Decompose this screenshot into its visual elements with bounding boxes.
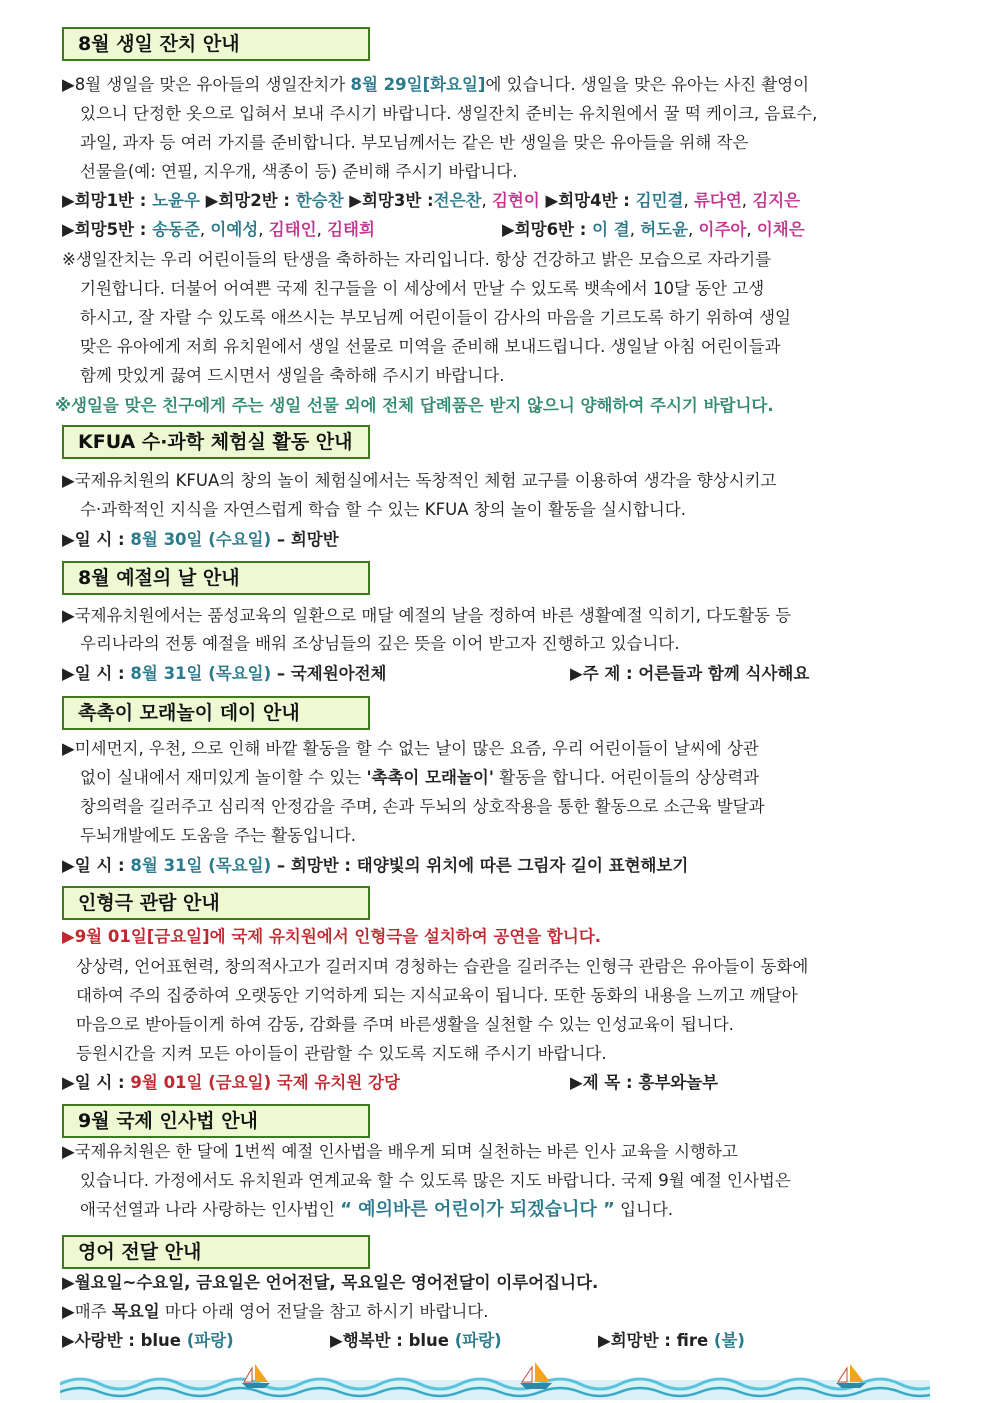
english-class-sarang: ▶사랑반 : blue (파랑) bbox=[62, 1331, 234, 1350]
child-name: 김현이 bbox=[491, 191, 540, 210]
puppet-line5: 등원시간을 지켜 모든 아이들이 관람할 수 있도록 지도해 주시기 바랍니다. bbox=[76, 1044, 607, 1063]
child-name: 노윤우 bbox=[152, 191, 200, 210]
child-name: 김태인 bbox=[268, 220, 317, 239]
sand-line2: 없이 실내에서 재미있게 놀이할 수 있는 '촉촉이 모래놀이' 활동을 합니다. 어린이들의 상상력과 bbox=[80, 768, 760, 787]
birthday-paragraph-line1: ▶8월 생일을 맞은 유아들의 생일잔치가 8월 29일[화요일]에 있습니다. 생일을 맞은 유아는 사진 촬영이 bbox=[62, 75, 810, 94]
section-title-greeting: 9월 국제 인사법 안내 bbox=[62, 1104, 370, 1138]
etiquette-line1: ▶국제유치원에서는 품성교육의 일환으로 매달 예절의 날을 정하여 바른 생활예절 익히기, 다도활동 등 bbox=[62, 606, 792, 625]
english-line1: ▶월요일~수요일, 금요일은 언어전달, 목요일은 영어전달이 이루어집니다. bbox=[62, 1273, 599, 1292]
sand-line1: ▶미세먼지, 우천, 으로 인해 바깥 활동을 할 수 없는 날이 많은 요즘, 우리 어린이들이 날씨에 상관 bbox=[62, 739, 759, 758]
greeting-line2: 있습니다. 가정에서도 유치원과 연계교육 할 수 있도록 많은 지도 바랍니다. 국제 9월 예절 인사법은 bbox=[80, 1171, 791, 1190]
child-name: 송동준 bbox=[152, 220, 200, 239]
sand-date: ▶일 시 : 8월 31일 (목요일) – 희망반 : 태양빛의 위치에 따른 그림자 길이 표현해보기 bbox=[62, 856, 689, 875]
puppet-line2: 상상력, 언어표현력, 창의적사고가 길러지며 경청하는 습관을 길러주는 인형극 관람은 유아들이 동화에 bbox=[76, 957, 809, 976]
birthday-note-line2: 기원합니다. 더불어 어여쁜 국제 친구들을 이 세상에서 만날 수 있도록 뱃속에서 10달 동안 고생 bbox=[80, 279, 765, 298]
kfua-date: ▶일 시 : 8월 30일 (수요일) – 희망반 bbox=[62, 530, 339, 549]
english-class-haengbok: ▶행복반 : blue (파랑) bbox=[330, 1331, 502, 1350]
child-name: 전은찬 bbox=[433, 191, 482, 210]
puppet-line4: 마음으로 받아들이게 하여 감동, 감화를 주며 바른생활을 실천할 수 있는 인성교육이 됩니다. bbox=[76, 1015, 734, 1034]
wave-decoration bbox=[60, 1358, 930, 1400]
birthday-class-row2: ▶희망5반 : 송동준, 이예성, 김태인, 김태희 bbox=[62, 220, 375, 239]
sailboat-icon bbox=[836, 1364, 866, 1388]
child-name: 김태희 bbox=[327, 220, 375, 239]
puppet-line3: 대하여 주의 집중하여 오랫동안 기억하게 되는 지식교육이 됩니다. 또한 동화의 내용을 느끼고 깨달아 bbox=[76, 986, 798, 1005]
section-title-english: 영어 전달 안내 bbox=[62, 1235, 370, 1269]
sand-line3: 창의력을 길러주고 심리적 안정감을 주며, 손과 두뇌의 상호작용을 통한 활동으로 소근육 발달과 bbox=[80, 797, 765, 816]
birthday-paragraph-line3: 과일, 과자 등 여러 가지를 준비합니다. 부모님께서는 같은 반 생일을 맞은 유아들을 위해 작은 bbox=[80, 133, 749, 152]
etiquette-line2: 우리나라의 전통 예절을 배워 조상님들의 깊은 뜻을 이어 받고자 진행하고 있습니다. bbox=[80, 634, 680, 653]
birthday-note-line1: ※생일잔치는 우리 어린이들의 탄생을 축하하는 자리입니다. 항상 건강하고 밝은 모습으로 자라기를 bbox=[62, 250, 772, 269]
etiquette-date: ▶일 시 : 8월 31일 (목요일) – 국제원아전체 bbox=[62, 664, 387, 683]
child-name: 류다연 bbox=[693, 191, 742, 210]
section-title-etiquette: 8월 예절의 날 안내 bbox=[62, 561, 370, 595]
birthday-note-gifts: ※생일을 맞은 친구에게 주는 생일 선물 외에 전체 답례품은 받지 않으니 양해하여 주시기 바랍니다. bbox=[55, 396, 774, 415]
section-title-birthday: 8월 생일 잔치 안내 bbox=[62, 27, 370, 61]
greeting-line1: ▶국제유치원은 한 달에 1번씩 예절 인사법을 배우게 되며 실천하는 바른 인사 교육을 시행하고 bbox=[62, 1142, 738, 1161]
birthday-paragraph-line2: 있으니 단정한 옷으로 입혀서 보내 주시기 바랍니다. 생일잔치 준비는 유치원에서 꿀 떡 케이크, 음료수, bbox=[80, 104, 818, 123]
section-title-puppet: 인형극 관람 안내 bbox=[62, 886, 370, 920]
greeting-phrase: “ 예의바른 어린이가 되겠습니다 ” bbox=[340, 1199, 615, 1220]
section-title-kfua: KFUA 수·과학 체험실 활동 안내 bbox=[62, 425, 370, 459]
birthday-note-line4: 맞은 유아에게 저희 유치원에서 생일 선물로 미역을 준비해 보내드립니다. 생일날 아침 어린이들과 bbox=[80, 337, 781, 356]
english-class-huimang: ▶희망반 : fire (불) bbox=[598, 1331, 745, 1350]
kfua-line1: ▶국제유치원의 KFUA의 창의 놀이 체험실에서는 독창적인 체험 교구를 이용하여 생각을 향상시키고 bbox=[62, 471, 777, 490]
section-title-sand: 촉촉이 모래놀이 데이 안내 bbox=[62, 696, 370, 730]
child-name: 허도윤 bbox=[640, 220, 689, 239]
child-name: 이 결 bbox=[592, 220, 630, 239]
child-name: 김지은 bbox=[752, 191, 801, 210]
birthday-note-line3: 하시고, 잘 자랄 수 있도록 애쓰시는 부모님께 어린이들이 감사의 마음을 기르도록 하기 위하여 생일 bbox=[80, 308, 791, 327]
birthday-paragraph-line4: 선물을(예: 연필, 지우개, 색종이 등) 준비해 주시기 바랍니다. bbox=[80, 162, 518, 181]
puppet-date: ▶일 시 : 9월 01일 (금요일) 국제 유치원 강당 bbox=[62, 1073, 400, 1092]
puppet-headline: ▶9월 01일[금요일]에 국제 유치원에서 인형극을 설치하여 공연을 합니다. bbox=[62, 927, 602, 946]
sailboat-icon bbox=[242, 1364, 270, 1388]
birthday-class-row2b: ▶희망6반 : 이 결, 허도윤, 이주아, 이채은 bbox=[502, 220, 805, 239]
child-name: 이채은 bbox=[756, 220, 805, 239]
english-line2: ▶매주 목요일 마다 아래 영어 전달을 참고 하시기 바랍니다. bbox=[62, 1302, 489, 1321]
child-name: 한승찬 bbox=[295, 191, 344, 210]
birthday-note-line5: 함께 맛있게 끓여 드시면서 생일을 축하해 주시기 바랍니다. bbox=[80, 366, 505, 385]
sand-line4: 두뇌개발에도 도움을 주는 활동입니다. bbox=[80, 826, 357, 845]
greeting-line3: 애국선열과 나라 사랑하는 인사법인 “ 예의바른 어린이가 되겠습니다 ” 입니다. bbox=[80, 1199, 674, 1220]
sailboat-icon bbox=[520, 1362, 552, 1389]
birthday-date: 8월 29일[화요일] bbox=[350, 75, 486, 94]
birthday-class-row1: ▶희망1반 : 노윤우 ▶희망2반 : 한승찬 ▶희망3반 :전은찬, 김현이 ▶희망4반 : 김민결, 류다연, 김지은 bbox=[62, 191, 801, 210]
child-name: 이예성 bbox=[210, 220, 259, 239]
puppet-program: ▶제 목 : 흥부와놀부 bbox=[570, 1073, 719, 1092]
child-name: 이주아 bbox=[698, 220, 747, 239]
etiquette-theme: ▶주 제 : 어른들과 함께 식사해요 bbox=[570, 664, 810, 683]
child-name: 김민결 bbox=[635, 191, 684, 210]
kfua-line2: 수·과학적인 지식을 자연스럽게 학습 할 수 있는 KFUA 창의 놀이 활동을 실시합니다. bbox=[80, 500, 686, 519]
